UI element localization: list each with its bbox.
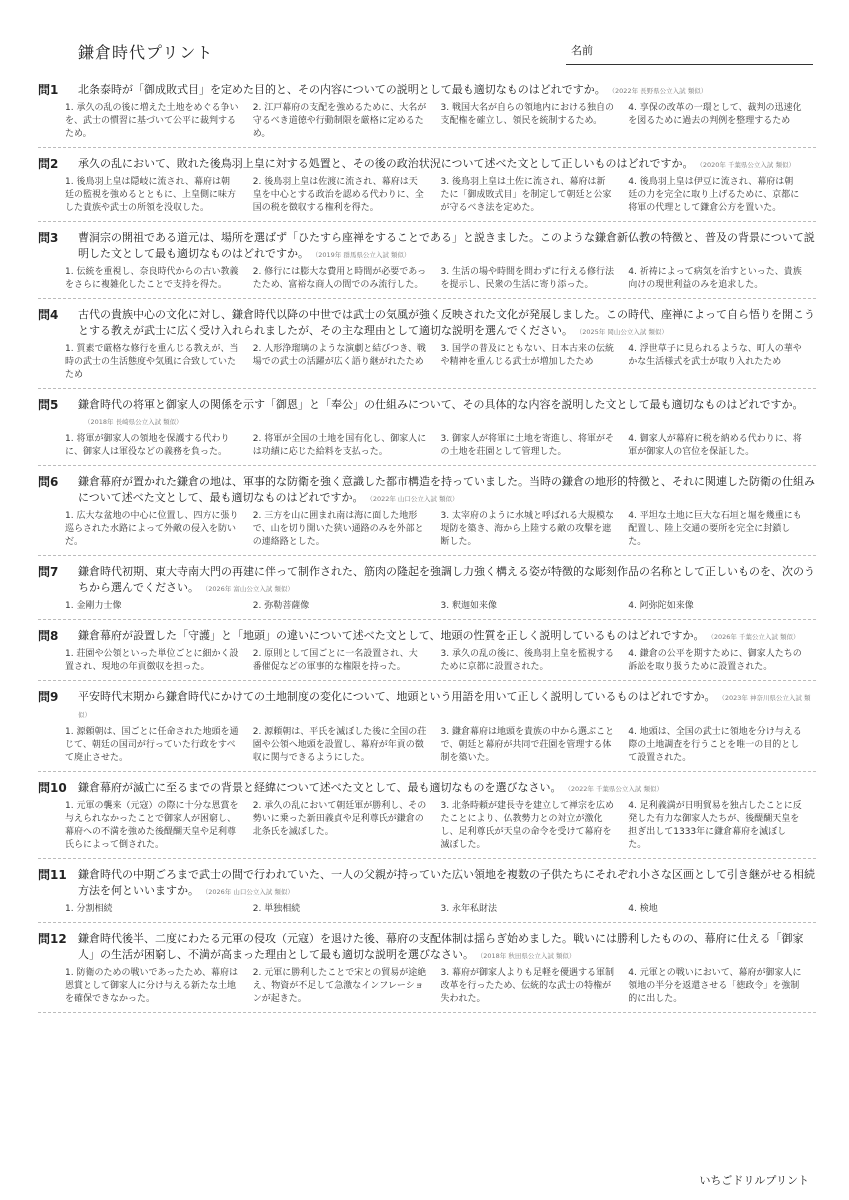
question-header [38, 628, 816, 645]
question-body: 鎌倉時代の中期ごろまで武士の間で行われていた、一人の父親が持っていた広い領地を複数の子供たちにそれぞれ小さな区画として引き継がせる相続方法を何といいますか。 [78, 868, 815, 897]
answer-choice[interactable]: 1. 防衛のための戦いであったため、幕府は恩賞として御家人に分け与える新たな土地を確保できなかった。 [65, 968, 238, 1004]
question-text [78, 628, 816, 645]
answer-choice[interactable]: 3. 太宰府のように水城と呼ばれる大規模な堤防を築き、海から上陸する敵の攻撃を遮断した。 [440, 511, 614, 547]
answer-choice[interactable]: 1. 承久の乱の後に増えた土地をめぐる争いを、武士の慣習に基づいて公平に裁判するため。 [65, 103, 239, 139]
question-body: 鎌倉時代の将軍と御家人の関係を示す「御恩」と「奉公」の仕組みについて、その具体的な内容を説明した文として最も適切なものはどれですか。 [78, 398, 804, 411]
question-block [38, 397, 816, 466]
question-source: （2018年 秋田県公立入試 類似） [480, 952, 576, 960]
answer-choice[interactable]: 3. 北条時頼が建長寺を建立して禅宗を広めたことにより、仏教勢力との対立が激化し、足利尊氏が天皇の命令を受けて幕府を滅ぼした。 [440, 801, 614, 850]
question-body: 鎌倉時代初期、東大寺南大門の再建に伴って制作された、筋肉の隆起を強調し力強く構える姿が特徴的な彫刻作品の名称として正しいものを、次のうちから選んでください。 [78, 565, 815, 594]
answer-choice[interactable]: 4. 検地 [628, 904, 658, 914]
footer-brand: いちごドリルプリント [699, 1174, 809, 1187]
name-field[interactable] [566, 42, 813, 65]
answer-choice[interactable]: 2. 承久の乱において朝廷軍が勝利し、その勢いに乗った新田義貞や足利尊氏が鎌倉の北条氏を滅ぼした。 [252, 801, 427, 837]
question-block [38, 564, 816, 620]
answer-choice[interactable]: 1. 荘園や公領といった単位ごとに細かく設置され、現地の年貢徴収を担った。 [65, 649, 239, 672]
question-text [78, 564, 816, 597]
question-number: 問10 [38, 781, 67, 795]
question-body: 鎌倉時代後半、二度にわたる元軍の侵攻（元寇）を退けた後、幕府の支配体制は揺らぎ始めました。戦いには勝利したものの、幕府に仕える「御家人」の生活が困窮し、不満が高まった理由として最も適切な説明を選びなさい。 [78, 932, 804, 961]
question-body: 平安時代末期から鎌倉時代にかけての土地制度の変化について、地頭という用語を用いて正しく説明しているものはどれですか。 [78, 690, 716, 703]
question-source: （2018年 長崎県公立入試 類似） [84, 418, 183, 426]
question-body: 古代の貴族中心の文化に対し、鎌倉時代以降の中世では武士の気風が強く反映された文化が発展しました。この時代、座禅によって自ら悟りを開こうとする教えが武士に広く受け入れられましたが、その主な理由として適切な説明を選んでください。 [78, 308, 815, 337]
answer-choice[interactable]: 1. 伝統を重視し、奈良時代からの古い教義をさらに複雑化したことで支持を得た。 [65, 267, 239, 290]
question-source: （2022年 長野県公立入試 類似） [611, 87, 708, 95]
answer-choice[interactable]: 3. 釈迦如来像 [440, 601, 497, 611]
question-block [38, 689, 816, 772]
question-text [78, 780, 816, 797]
question-source: （2026年 山口公立入試 類似） [205, 888, 294, 896]
question-header [38, 307, 816, 340]
question-source: （2019年 群馬県公立入試 類似） [315, 251, 411, 259]
answer-choice[interactable]: 1. 広大な盆地の中心に位置し、四方に張り巡らされた水路によって外敵の侵入を防いだ。 [65, 511, 239, 547]
question-block [38, 82, 816, 148]
answer-choice[interactable]: 2. 原則として国ごとに一名設置され、大番催促などの軍事的な権限を持った。 [252, 649, 418, 672]
question-number: 問2 [38, 157, 59, 171]
question-text [78, 230, 816, 263]
question-header [38, 689, 816, 723]
question-source: （2026年 富山公立入試 類似） [205, 585, 294, 593]
question-source: （2026年 千葉公立入試 類似） [710, 633, 800, 641]
question-text [78, 156, 816, 173]
answer-choice[interactable]: 4. 足利義満が日明貿易を独占したことに反発した有力な御家人たちが、後醍醐天皇を担ぎ出して1333年に鎌倉幕府を滅ぼした。 [628, 801, 802, 850]
question-block [38, 230, 816, 299]
question-header [38, 230, 816, 263]
question-source: （2025年 岡山公立入試 類似） [579, 328, 668, 336]
question-body: 鎌倉幕府が滅亡に至るまでの背景と経緯について述べた文として、最も適切なものを選びなさい。 [78, 781, 562, 794]
question-block [38, 474, 816, 556]
answer-choice[interactable]: 2. 修行には膨大な費用と時間が必要であったため、富裕な商人の間でのみ流行した。 [252, 267, 427, 290]
choice-row [65, 648, 816, 674]
choice-row [65, 600, 816, 613]
question-text [78, 397, 816, 430]
answer-choice[interactable]: 1. 源頼朝は、国ごとに任命された地頭を通じて、朝廷の国司が行っていた行政をすべて廃止させた。 [65, 727, 239, 763]
question-number: 問11 [38, 868, 67, 882]
name-label: 名前 [571, 44, 593, 57]
question-text [78, 689, 816, 723]
answer-choice[interactable]: 4. 御家人が幕府に税を納める代わりに、将軍が御家人の官位を保証した。 [628, 434, 802, 457]
question-source: （2022年 千葉県公立入試 類似） [567, 785, 663, 793]
answer-choice[interactable]: 4. 後鳥羽上皇は伊豆に流され、幕府は朝廷の力を完全に取り上げるために、京都に将軍の代理として鎌倉公方を置いた。 [628, 177, 800, 213]
choice-row [65, 510, 816, 549]
answer-choice[interactable]: 2. 単独相続 [252, 904, 301, 914]
choice-row [65, 266, 816, 292]
answer-choice[interactable]: 4. 元軍との戦いにおいて、幕府が御家人に領地の半分を返還させる「徳政令」を強制的に出した。 [628, 968, 802, 1004]
choice-row [65, 903, 816, 916]
question-block [38, 931, 816, 1013]
answer-choice[interactable]: 3. 永年私財法 [440, 904, 497, 914]
question-text [78, 474, 816, 507]
question-text [78, 82, 816, 99]
page-title: 鎌倉時代プリント [78, 43, 214, 62]
question-body: 北条泰時が「御成敗式目」を定めた目的と、その内容についての説明として最も適切なものはどれですか。 [78, 83, 606, 96]
answer-choice[interactable]: 3. 国学の普及にともない、日本古来の伝統や精神を重んじる武士が増加したため [440, 344, 614, 367]
answer-choice[interactable]: 4. 地頭は、全国の武士に領地を分け与える際の土地調査を行うことを唯一の目的として設置された。 [628, 727, 802, 763]
answer-choice[interactable]: 2. 後鳥羽上皇は佐渡に流され、幕府は天皇を中心とする政治を認める代わりに、全国の税を徴収する権利を得た。 [252, 177, 424, 213]
answer-choice[interactable]: 3. 承久の乱の後に、後鳥羽上皇を監視するために京都に設置された。 [440, 649, 614, 672]
question-header [38, 156, 816, 173]
choice-row [65, 343, 816, 382]
question-number: 問7 [38, 565, 59, 579]
answer-choice[interactable]: 3. 戦国大名が自らの領地内における独自の支配権を確立し、領民を統制するため。 [440, 103, 614, 126]
question-number: 問3 [38, 231, 59, 245]
question-number: 問4 [38, 308, 59, 322]
choice-row [65, 800, 816, 852]
question-text [78, 931, 816, 964]
question-source: （2020年 千葉県公立入試 類似） [699, 161, 795, 169]
answer-choice[interactable]: 1. 将軍が御家人の領地を保護する代わりに、御家人は軍役などの義務を負った。 [65, 434, 230, 457]
answer-choice[interactable]: 3. 幕府が御家人よりも足軽を優遇する軍制改革を行ったため、伝統的な武士の特権が失われた。 [440, 968, 614, 1004]
question-block [38, 628, 816, 681]
answer-choice[interactable]: 2. 人形浄瑠璃のような演劇と結びつき、戦場での武士の活躍が広く語り継がれたため [252, 344, 426, 367]
question-text [78, 867, 816, 900]
question-number: 問9 [38, 690, 59, 704]
answer-choice[interactable]: 3. 生活の場や時間を問わずに行える修行法を提示し、民衆の生活に寄り添った。 [440, 267, 614, 290]
answer-choice[interactable]: 2. 元軍に勝利したことで宋との貿易が途絶え、物資が不足して急激なインフレーションが起きた。 [252, 968, 427, 1004]
question-header [38, 780, 816, 797]
question-body: 曹洞宗の開祖である道元は、場所を選ばず「ひたすら座禅をすることである」と説きました。このような鎌倉新仏教の特徴と、普及の背景について説明した文として最も適切なものはどれですか。 [78, 231, 815, 260]
question-block [38, 156, 816, 222]
choice-row [65, 433, 816, 459]
question-header [38, 82, 816, 99]
question-number: 問12 [38, 932, 67, 946]
question-header [38, 397, 816, 430]
question-header [38, 474, 816, 507]
answer-choice[interactable]: 3. 御家人が将軍に土地を寄進し、将軍がその土地を荘園として管理した。 [440, 434, 614, 457]
question-body: 承久の乱において、敗れた後鳥羽上皇に対する処置と、その後の政治状況について述べた文として正しいものはどれですか。 [78, 157, 694, 170]
answer-choice[interactable]: 1. 元軍の襲来（元寇）の際に十分な恩賞を与えられなかったことで御家人が困窮し、幕府への不満を強めた後醍醐天皇や足利尊氏らによって倒された。 [65, 801, 239, 850]
question-block [38, 867, 816, 923]
question-source: （2023年 神奈川県公立入試 類似） [78, 694, 811, 719]
answer-choice[interactable]: 2. 江戸幕府の支配を強めるために、大名が守るべき道徳や行動制限を厳格に定めるため。 [252, 103, 427, 139]
question-source: （2022年 山口公立入試 類似） [369, 495, 459, 503]
choice-row [65, 967, 816, 1006]
question-header [38, 931, 816, 964]
choice-row [65, 102, 816, 141]
choice-row [65, 176, 816, 215]
answer-choice[interactable]: 2. 弥勒菩薩像 [252, 601, 310, 611]
answer-choice[interactable]: 1. 分割相続 [65, 904, 113, 914]
question-number: 問1 [38, 83, 59, 97]
answer-choice[interactable]: 2. 源頼朝は、平氏を滅ぼした後に全国の荘園や公領へ地頭を設置し、幕府が年貢の徴収に関与できるようにした。 [252, 727, 427, 763]
answer-choice[interactable]: 3. 鎌倉幕府は地頭を貴族の中から選ぶことで、朝廷と幕府が共同で荘園を管理する体制を築いた。 [440, 727, 614, 763]
answer-choice[interactable]: 4. 阿弥陀如来像 [628, 601, 694, 611]
question-body: 鎌倉幕府が設置した「守護」と「地頭」の違いについて述べた文として、地頭の性質を正しく説明しているものはどれですか。 [78, 629, 705, 642]
answer-choice[interactable]: 1. 金剛力士像 [65, 601, 122, 611]
question-body: 鎌倉幕府が置かれた鎌倉の地は、軍事的な防衛を強く意識した都市構造を持っていました。当時の鎌倉の地形的特徴と、それに関連した防衛の仕組みについて述べた文として、最も適切なものはどれですか。 [78, 475, 815, 504]
question-list [38, 82, 816, 1021]
answer-choice[interactable]: 1. 後鳥羽上皇は隠岐に流され、幕府は朝廷の監視を強めるとともに、上皇側に味方した貴族や武士の所領を没収した。 [65, 177, 237, 213]
question-header [38, 564, 816, 597]
answer-choice[interactable]: 3. 後鳥羽上皇は土佐に流され、幕府は新たに「御成敗式目」を制定して朝廷と公家が守るべき法を定めた。 [440, 177, 612, 213]
question-number: 問6 [38, 475, 59, 489]
answer-choice[interactable]: 2. 三方を山に囲まれ南は海に面した地形で、山を切り開いた狭い通路のみを外部との連絡路とした。 [252, 511, 424, 547]
question-number: 問8 [38, 629, 59, 643]
answer-choice[interactable]: 1. 質素で厳格な修行を重んじる教えが、当時の武士の生活態度や気風に合致していたため [65, 344, 239, 380]
choice-row [65, 726, 816, 765]
answer-choice[interactable]: 4. 享保の改革の一環として、裁判の迅速化を図るために過去の判例を整理するため [628, 103, 802, 126]
answer-choice[interactable]: 4. 浮世草子に見られるような、町人の華やかな生活様式を武士が取り入れたため [628, 344, 802, 367]
answer-choice[interactable]: 2. 将軍が全国の土地を国有化し、御家人には功績に応じた給料を支払った。 [252, 434, 427, 457]
question-header [38, 867, 816, 900]
question-block [38, 780, 816, 859]
question-block [38, 307, 816, 389]
question-text [78, 307, 816, 340]
answer-choice[interactable]: 4. 祈祷によって病気を治すといった、貴族向けの現世利益のみを追求した。 [628, 267, 802, 290]
question-number: 問5 [38, 398, 59, 412]
answer-choice[interactable]: 4. 平坦な土地に巨大な石垣と堀を幾重にも配置し、陸上交通の要所を完全に封鎖した。 [628, 511, 802, 547]
answer-choice[interactable]: 4. 鎌倉の公平を期すために、御家人たちの訴訟を取り扱うために設置された。 [628, 649, 802, 672]
